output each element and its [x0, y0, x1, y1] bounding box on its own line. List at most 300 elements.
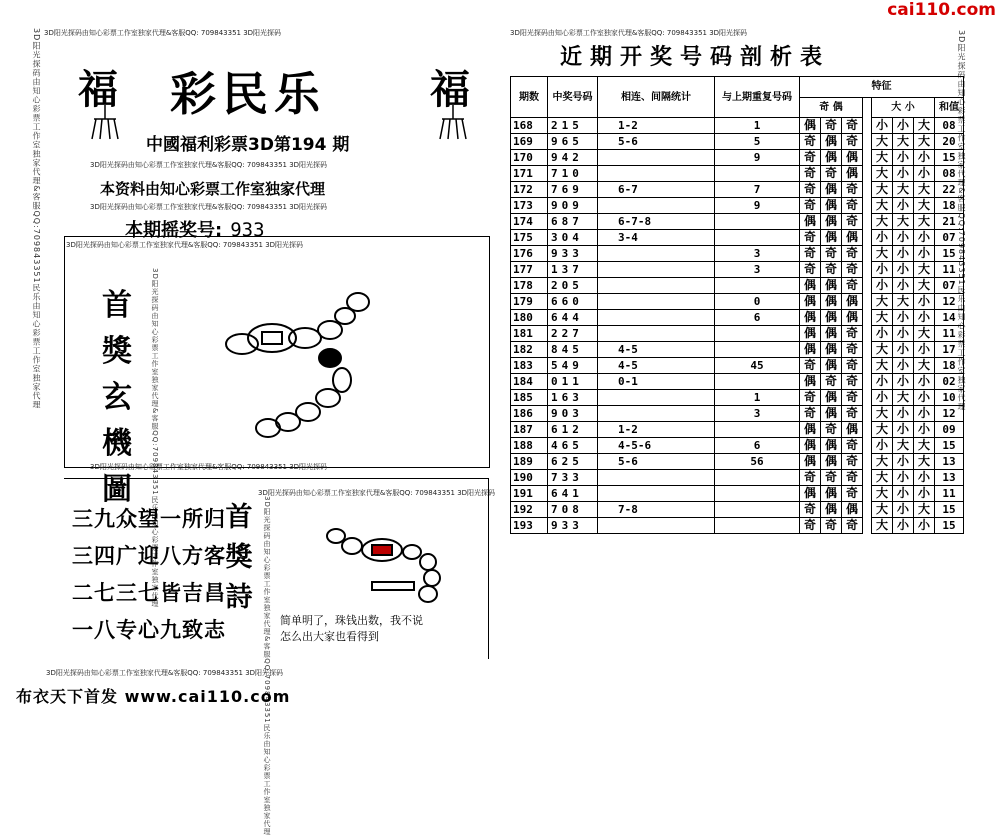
span-cell	[598, 470, 715, 486]
big-small-cell: 小	[914, 518, 935, 534]
big-small-cell: 小	[872, 438, 893, 454]
period-cell: 190	[511, 470, 548, 486]
big-small-cell: 大	[872, 214, 893, 230]
puzzle-title-char: 獎	[102, 334, 132, 369]
number-cell: 465	[548, 438, 598, 454]
number-cell: 612	[548, 422, 598, 438]
sum-cell: 11	[935, 262, 964, 278]
sum-cell: 15	[935, 150, 964, 166]
repeat-cell: 7	[715, 182, 800, 198]
odd-even-cell: 偶	[821, 406, 842, 422]
number-cell: 644	[548, 310, 598, 326]
number-cell: 641	[548, 486, 598, 502]
odd-even-cell: 偶	[821, 342, 842, 358]
sum-cell: 08	[935, 118, 964, 134]
big-small-cell: 大	[872, 454, 893, 470]
odd-even-cell: 偶	[800, 374, 821, 390]
poem-line: 三四广迎八方客	[72, 543, 226, 568]
big-small-cell: 大	[914, 278, 935, 294]
span-cell: 1-2	[598, 422, 715, 438]
big-small-cell: 小	[893, 326, 914, 342]
header-repeat: 与上期重复号码	[715, 77, 800, 118]
period-cell: 185	[511, 390, 548, 406]
odd-even-cell: 奇	[821, 118, 842, 134]
poem-title-char: 獎	[225, 542, 253, 573]
odd-even-cell: 偶	[821, 278, 842, 294]
big-small-cell: 小	[914, 342, 935, 358]
span-cell: 6-7	[598, 182, 715, 198]
big-small-cell: 小	[872, 262, 893, 278]
big-small-cell: 大	[914, 262, 935, 278]
odd-even-cell: 偶	[821, 438, 842, 454]
span-cell	[598, 390, 715, 406]
number-cell: 965	[548, 134, 598, 150]
period-cell: 189	[511, 454, 548, 470]
odd-even-cell: 奇	[842, 262, 863, 278]
page-title: 彩民乐	[170, 67, 326, 121]
big-small-cell: 小	[893, 230, 914, 246]
draw-number: 933	[230, 219, 265, 241]
repeat-cell: 0	[715, 294, 800, 310]
big-small-cell: 大	[872, 310, 893, 326]
sum-cell: 13	[935, 454, 964, 470]
odd-even-cell: 奇	[842, 390, 863, 406]
big-small-cell: 大	[893, 438, 914, 454]
odd-even-cell: 奇	[821, 374, 842, 390]
feature-gap	[863, 310, 872, 326]
span-cell	[598, 406, 715, 422]
period-cell: 170	[511, 150, 548, 166]
odd-even-cell: 奇	[842, 278, 863, 294]
number-cell: 304	[548, 230, 598, 246]
table-row	[511, 326, 964, 342]
big-small-cell: 小	[893, 278, 914, 294]
number-cell: 205	[548, 278, 598, 294]
feature-gap	[863, 294, 872, 310]
span-cell	[598, 246, 715, 262]
big-small-cell: 大	[872, 166, 893, 182]
big-small-cell: 小	[893, 310, 914, 326]
span-cell	[598, 294, 715, 310]
sum-cell: 12	[935, 406, 964, 422]
odd-even-cell: 偶	[821, 326, 842, 342]
period-cell: 186	[511, 406, 548, 422]
odd-even-cell: 奇	[821, 518, 842, 534]
big-small-cell: 小	[872, 118, 893, 134]
repeat-cell: 45	[715, 358, 800, 374]
sum-cell: 08	[935, 166, 964, 182]
odd-even-cell: 奇	[821, 246, 842, 262]
big-small-cell: 大	[914, 134, 935, 150]
table-row	[511, 518, 964, 534]
odd-even-cell: 奇	[800, 406, 821, 422]
big-small-cell: 小	[893, 342, 914, 358]
sum-cell: 12	[935, 294, 964, 310]
big-small-cell: 小	[914, 310, 935, 326]
sum-cell: 18	[935, 198, 964, 214]
poem-line: 三九众望一所归	[72, 506, 226, 531]
period-cell: 173	[511, 198, 548, 214]
odd-even-cell: 偶	[821, 182, 842, 198]
number-cell: 933	[548, 246, 598, 262]
big-small-cell: 小	[893, 502, 914, 518]
feature-gap	[863, 358, 872, 374]
poem-note	[280, 613, 423, 645]
odd-even-cell: 偶	[821, 454, 842, 470]
repeat-cell: 9	[715, 150, 800, 166]
odd-even-cell: 奇	[842, 454, 863, 470]
odd-even-cell: 奇	[842, 214, 863, 230]
tassel-icon-left	[80, 105, 130, 141]
repeat-cell: 3	[715, 246, 800, 262]
repeat-cell	[715, 214, 800, 230]
poem-line: 一八专心九致志	[72, 617, 226, 642]
odd-even-cell: 偶	[821, 358, 842, 374]
span-cell: 1-2	[598, 118, 715, 134]
big-small-cell: 大	[872, 182, 893, 198]
big-small-cell: 大	[893, 214, 914, 230]
big-small-cell: 小	[872, 374, 893, 390]
feature-gap	[863, 454, 872, 470]
sum-cell: 07	[935, 230, 964, 246]
period-cell: 187	[511, 422, 548, 438]
span-cell	[598, 486, 715, 502]
big-small-cell: 大	[872, 502, 893, 518]
feature-gap	[863, 230, 872, 246]
span-cell	[598, 166, 715, 182]
watermark-line: 3D阳光探码由知心彩票工作室独家代理&客服QQ: 709843351 3D阳光探码	[258, 489, 496, 497]
number-cell: 933	[548, 518, 598, 534]
number-cell: 227	[548, 326, 598, 342]
analysis-table	[510, 76, 964, 534]
feature-gap	[863, 374, 872, 390]
number-cell: 710	[548, 166, 598, 182]
odd-even-cell: 奇	[842, 246, 863, 262]
big-small-cell: 小	[893, 118, 914, 134]
table-row	[511, 422, 964, 438]
odd-even-cell: 奇	[800, 262, 821, 278]
fu-character-right: 福	[430, 66, 470, 113]
watermark-bottom: 3D阳光探码由知心彩票工作室独家代理&客服QQ: 709843351 3D阳光探码	[46, 669, 284, 677]
side-watermark-right: 3D阳光探码由知心彩票工作室独家代理&客服QQ:709843351民乐由知心彩票工作室独家代理	[957, 30, 966, 412]
period-cell: 183	[511, 358, 548, 374]
odd-even-cell: 偶	[800, 326, 821, 342]
table-row	[511, 182, 964, 198]
period-cell: 171	[511, 166, 548, 182]
span-cell: 6-7-8	[598, 214, 715, 230]
span-cell: 3-4	[598, 230, 715, 246]
number-cell: 215	[548, 118, 598, 134]
header-gap	[863, 97, 872, 118]
table-row	[511, 390, 964, 406]
sum-cell: 10	[935, 390, 964, 406]
sum-cell: 11	[935, 326, 964, 342]
odd-even-cell: 偶	[842, 230, 863, 246]
odd-even-cell: 偶	[821, 486, 842, 502]
puzzle-title-char: 首	[102, 288, 132, 323]
period-cell: 191	[511, 486, 548, 502]
odd-even-cell: 偶	[821, 310, 842, 326]
odd-even-cell: 奇	[842, 358, 863, 374]
number-cell: 942	[548, 150, 598, 166]
odd-even-cell: 偶	[821, 230, 842, 246]
odd-even-cell: 偶	[842, 422, 863, 438]
repeat-cell: 56	[715, 454, 800, 470]
big-small-cell: 小	[914, 230, 935, 246]
odd-even-cell: 奇	[800, 358, 821, 374]
odd-even-cell: 奇	[800, 246, 821, 262]
big-small-cell: 大	[872, 294, 893, 310]
table-row	[511, 342, 964, 358]
span-cell: 5-6	[598, 454, 715, 470]
table-row	[511, 502, 964, 518]
sum-cell: 15	[935, 502, 964, 518]
odd-even-cell: 偶	[842, 502, 863, 518]
poem-note-line: 简单明了，珠钱出数，我不说	[280, 614, 423, 627]
odd-even-cell: 奇	[842, 486, 863, 502]
agent-line: 本资料由知心彩票工作室独家代理	[100, 180, 326, 198]
repeat-cell: 5	[715, 134, 800, 150]
puzzle-title-char: 玄	[102, 380, 132, 415]
header-span: 相连、间隔统计	[598, 77, 715, 118]
poem-line: 二七三七皆吉昌	[72, 580, 226, 605]
feature-gap	[863, 182, 872, 198]
odd-even-cell: 偶	[842, 310, 863, 326]
big-small-cell: 小	[872, 230, 893, 246]
repeat-cell: 1	[715, 390, 800, 406]
big-small-cell: 大	[914, 326, 935, 342]
big-small-cell: 大	[872, 134, 893, 150]
header-odd-even: 奇 偶	[800, 97, 863, 118]
repeat-cell: 3	[715, 406, 800, 422]
repeat-cell: 6	[715, 310, 800, 326]
big-small-cell: 小	[914, 166, 935, 182]
puzzle-title-char: 圖	[102, 472, 132, 507]
big-small-cell: 大	[872, 150, 893, 166]
odd-even-cell: 奇	[842, 118, 863, 134]
feature-gap	[863, 118, 872, 134]
repeat-cell	[715, 486, 800, 502]
odd-even-cell: 偶	[800, 454, 821, 470]
period-cell: 182	[511, 342, 548, 358]
number-cell: 733	[548, 470, 598, 486]
period-cell: 178	[511, 278, 548, 294]
big-small-cell: 大	[914, 214, 935, 230]
feature-gap	[863, 406, 872, 422]
odd-even-cell: 奇	[842, 470, 863, 486]
big-small-cell: 小	[914, 390, 935, 406]
big-small-cell: 小	[914, 246, 935, 262]
odd-even-cell: 偶	[821, 502, 842, 518]
big-small-cell: 小	[893, 358, 914, 374]
poem-note-line: 怎么出大家也看得到	[280, 630, 379, 643]
odd-even-cell: 奇	[800, 518, 821, 534]
period-cell: 188	[511, 438, 548, 454]
odd-even-cell: 偶	[842, 150, 863, 166]
poem-title-char: 首	[225, 502, 253, 533]
period-cell: 193	[511, 518, 548, 534]
span-cell	[598, 278, 715, 294]
number-cell: 769	[548, 182, 598, 198]
big-small-cell: 大	[893, 390, 914, 406]
sum-cell: 02	[935, 374, 964, 390]
panel-watermark: 3D阳光探码由知心彩票工作室独家代理&客服QQ:709843351民乐由知心彩票工作室独家代理	[151, 268, 159, 608]
sum-cell: 15	[935, 518, 964, 534]
odd-even-cell: 偶	[800, 342, 821, 358]
big-small-cell: 大	[893, 134, 914, 150]
number-cell: 625	[548, 454, 598, 470]
coin-string-image-small	[320, 520, 455, 610]
number-cell: 708	[548, 502, 598, 518]
period-cell: 192	[511, 502, 548, 518]
big-small-cell: 小	[914, 406, 935, 422]
big-small-cell: 小	[893, 406, 914, 422]
table-row	[511, 454, 964, 470]
big-small-cell: 小	[914, 374, 935, 390]
big-small-cell: 小	[893, 470, 914, 486]
odd-even-cell: 偶	[821, 390, 842, 406]
watermark-line: 3D阳光探码由知心彩票工作室独家代理&客服QQ: 709843351 3D阳光探码	[90, 463, 328, 471]
repeat-cell	[715, 502, 800, 518]
poem-title-column	[222, 498, 256, 618]
repeat-cell	[715, 342, 800, 358]
odd-even-cell: 偶	[842, 294, 863, 310]
odd-even-cell: 偶	[821, 214, 842, 230]
span-cell: 4-5	[598, 358, 715, 374]
odd-even-cell: 奇	[800, 134, 821, 150]
span-cell: 0-1	[598, 374, 715, 390]
table-row	[511, 150, 964, 166]
big-small-cell: 大	[914, 454, 935, 470]
odd-even-cell: 奇	[800, 502, 821, 518]
odd-even-cell: 偶	[800, 118, 821, 134]
tassel-icon-right	[428, 105, 478, 141]
big-small-cell: 大	[872, 246, 893, 262]
feature-gap	[863, 166, 872, 182]
big-small-cell: 大	[872, 486, 893, 502]
period-cell: 176	[511, 246, 548, 262]
big-small-cell: 大	[872, 342, 893, 358]
big-small-cell: 小	[893, 150, 914, 166]
table-row	[511, 374, 964, 390]
odd-even-cell: 偶	[800, 310, 821, 326]
table-row	[511, 246, 964, 262]
big-small-cell: 大	[914, 502, 935, 518]
span-cell	[598, 518, 715, 534]
big-small-cell: 小	[914, 486, 935, 502]
odd-even-cell: 偶	[821, 294, 842, 310]
feature-gap	[863, 214, 872, 230]
table-row	[511, 470, 964, 486]
big-small-cell: 小	[872, 390, 893, 406]
number-cell: 909	[548, 198, 598, 214]
table-row	[511, 198, 964, 214]
feature-gap	[863, 438, 872, 454]
poem-panel-watermark: 3D阳光探码由知心彩票工作室独家代理&客服QQ:709843351民乐由知心彩票工作室独家代理	[263, 496, 271, 836]
sum-cell: 18	[935, 358, 964, 374]
feature-gap	[863, 470, 872, 486]
period-cell: 172	[511, 182, 548, 198]
span-cell: 7-8	[598, 502, 715, 518]
sum-cell: 15	[935, 246, 964, 262]
odd-even-cell: 奇	[842, 182, 863, 198]
big-small-cell: 小	[893, 486, 914, 502]
table-row	[511, 294, 964, 310]
odd-even-cell: 偶	[800, 486, 821, 502]
number-cell: 011	[548, 374, 598, 390]
number-cell: 549	[548, 358, 598, 374]
feature-gap	[863, 486, 872, 502]
watermark-line: 3D阳光探码由知心彩票工作室独家代理&客服QQ: 709843351 3D阳光探码	[66, 241, 304, 249]
sum-cell: 13	[935, 470, 964, 486]
big-small-cell: 小	[893, 518, 914, 534]
big-small-cell: 大	[914, 438, 935, 454]
sum-cell: 07	[935, 278, 964, 294]
odd-even-cell: 偶	[821, 198, 842, 214]
span-cell: 4-5	[598, 342, 715, 358]
odd-even-cell: 偶	[800, 422, 821, 438]
big-small-cell: 小	[893, 454, 914, 470]
odd-even-cell: 奇	[800, 182, 821, 198]
odd-even-cell: 偶	[800, 214, 821, 230]
span-cell	[598, 262, 715, 278]
repeat-cell	[715, 326, 800, 342]
header-period: 期数	[511, 77, 548, 118]
odd-even-cell: 奇	[842, 518, 863, 534]
sum-cell: 15	[935, 438, 964, 454]
sum-cell: 11	[935, 486, 964, 502]
table-row	[511, 118, 964, 134]
table-row	[511, 230, 964, 246]
feature-gap	[863, 134, 872, 150]
big-small-cell: 小	[893, 246, 914, 262]
big-small-cell: 小	[893, 166, 914, 182]
side-watermark-left: 3D阳光探码由知心彩票工作室独家代理&客服QQ:709843351民乐由知心彩票工作室独家代理	[32, 28, 41, 410]
repeat-cell: 3	[715, 262, 800, 278]
header-number: 中奖号码	[548, 77, 598, 118]
big-small-cell: 大	[914, 118, 935, 134]
big-small-cell: 小	[893, 374, 914, 390]
big-small-cell: 小	[914, 470, 935, 486]
repeat-cell	[715, 422, 800, 438]
feature-gap	[863, 198, 872, 214]
big-small-cell: 大	[914, 198, 935, 214]
repeat-cell: 9	[715, 198, 800, 214]
big-small-cell: 小	[893, 422, 914, 438]
odd-even-cell: 奇	[821, 262, 842, 278]
span-cell	[598, 198, 715, 214]
odd-even-cell: 奇	[800, 166, 821, 182]
site-logo: cai110.com	[887, 0, 996, 20]
odd-even-cell: 奇	[800, 150, 821, 166]
odd-even-cell: 偶	[821, 150, 842, 166]
odd-even-cell: 奇	[800, 470, 821, 486]
odd-even-cell: 奇	[842, 326, 863, 342]
period-cell: 181	[511, 326, 548, 342]
table-title: 近期开奖号码剖析表	[560, 44, 831, 70]
feature-gap	[863, 422, 872, 438]
odd-even-cell: 奇	[821, 422, 842, 438]
repeat-cell: 1	[715, 118, 800, 134]
big-small-cell: 大	[893, 294, 914, 310]
coin-string-image	[210, 280, 410, 445]
table-row	[511, 406, 964, 422]
odd-even-cell: 奇	[842, 374, 863, 390]
number-cell: 137	[548, 262, 598, 278]
odd-even-cell: 偶	[842, 166, 863, 182]
number-cell: 845	[548, 342, 598, 358]
feature-gap	[863, 150, 872, 166]
